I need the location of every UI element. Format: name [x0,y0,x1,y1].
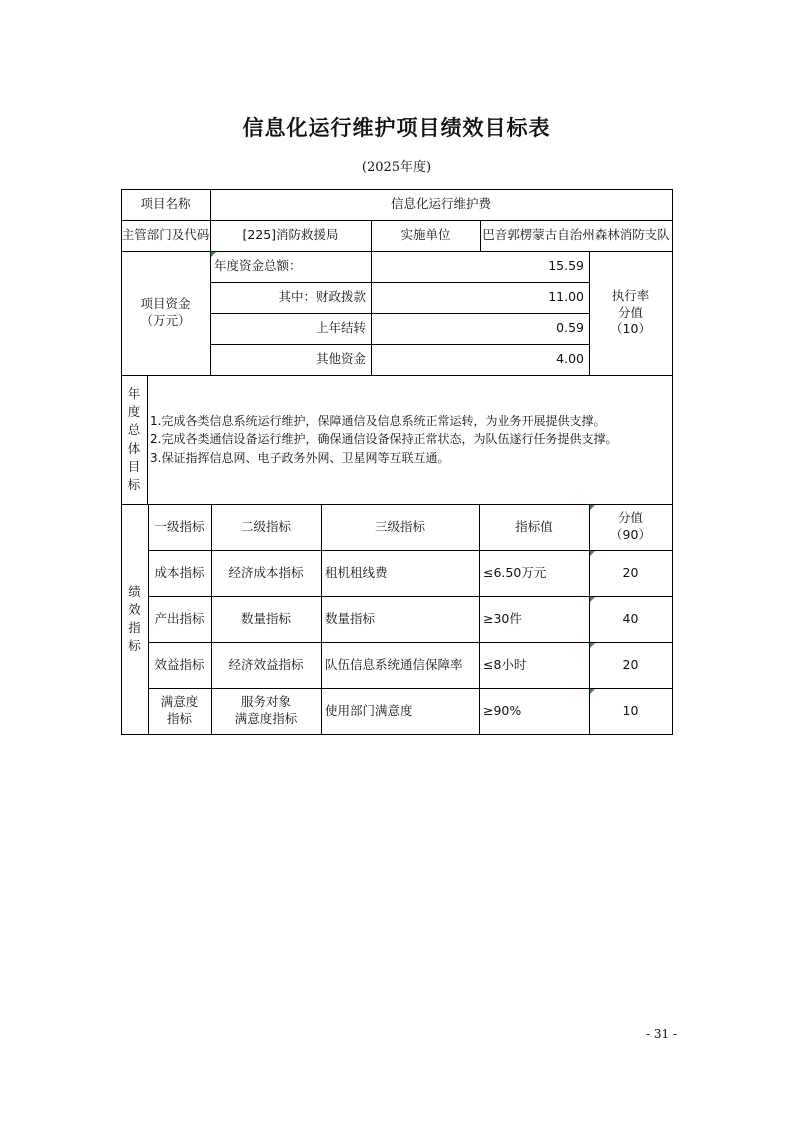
funds-total-label: 年度资金总额： [214,258,302,274]
goals-label-char: 度 [127,404,141,420]
header-level2: 二级指标 [240,518,291,534]
performance-label [121,504,148,734]
table-divider [210,313,589,314]
funds-fiscal-label: 其中：财政拨款 [278,289,366,305]
table-divider [148,504,149,734]
performance-label-char: 标 [128,638,141,654]
indicator-level2: 数量指标 [240,610,291,626]
indicator-level2: 经济效益指标 [228,656,304,672]
project-name-value: 信息化运行维护费 [390,196,491,212]
indicator-level3: 数量指标 [325,610,376,626]
table-border [121,189,672,190]
goals-label [121,375,147,504]
table-divider [479,504,480,734]
funds-other-value: 4.00 [556,351,584,367]
funds-carryover-label: 上年结转 [315,320,366,336]
table-divider [147,375,148,504]
indicator-score: 20 [622,656,639,672]
table-divider [371,220,372,375]
cell-marker [590,505,595,510]
table-divider [210,189,211,375]
cell-marker [211,252,216,257]
header-score: 分值 （90） [610,510,651,542]
cell-marker [590,643,595,648]
table-border [121,734,672,735]
indicator-level1: 产出指标 [154,610,205,626]
header-level1: 一级指标 [154,518,205,534]
indicator-target: ≤8小时 [483,656,527,672]
indicator-target: ≤6.50万元 [483,564,547,580]
header-target: 指标值 [515,518,553,534]
goals-label-char: 总 [127,422,141,438]
funds-carryover-value: 0.59 [556,320,584,336]
table-border [672,189,673,735]
impl-unit-value: 巴音郭楞蒙古自治州森林消防支队 [482,227,670,243]
indicator-level2: 经济成本指标 [228,564,304,580]
funds-other-label: 其他资金 [315,351,366,367]
indicator-level3: 队伍信息系统通信保障率 [325,656,463,672]
goals-label-char: 年 [127,386,141,402]
table-divider [589,504,590,734]
page-number: - 31 - [646,1027,678,1041]
indicator-score: 20 [622,564,639,580]
table-divider [121,220,672,221]
table-divider [211,504,212,734]
funds-label [121,251,210,375]
indicator-level3: 使用部门满意度 [325,702,413,718]
indicator-level2: 服务对象 满意度指标 [234,694,298,726]
table-divider [210,344,589,345]
indicator-level1: 成本指标 [154,564,205,580]
dept-value: [225]消防救援局 [242,227,339,243]
table-divider [210,282,589,283]
page-subtitle: (2025年度) [361,160,432,175]
indicator-level1: 效益指标 [154,656,205,672]
table-border [121,189,122,735]
table-divider [321,504,322,734]
indicator-score: 10 [622,702,639,718]
cell-marker [590,689,595,694]
funds-fiscal-value: 11.00 [548,289,584,305]
exec-rate-score: 执行率 分值 （10） [610,287,651,337]
indicator-score: 40 [622,610,639,626]
table-divider [589,251,590,375]
page-title: 信息化运行维护项目绩效目标表 [242,116,551,140]
goals-text: 1.完成各类信息系统运行维护，保障通信及信息系统正常运转，为业务开展提供支撑。 2.完成各类通信设备运行维护，确保通信设备保持正常状态，为队伍遂行任务提供支撑。 3.保证指挥信息网、电子政务外网、卫星网等互联互通。 [150,413,618,465]
performance-label-char: 绩 [128,583,141,599]
goals-label-char: 目 [127,458,141,474]
header-level3: 三级指标 [374,518,425,534]
project-name-label: 项目名称 [140,196,191,212]
funds-label-line1: 项目资金 [140,296,191,312]
dept-label: 主管部门及代码 [121,227,210,243]
indicator-level3: 租机租线费 [325,564,388,580]
indicator-level1: 满意度 指标 [160,694,199,726]
indicator-target: ≥30件 [483,610,522,626]
funds-label-line2: （万元） [140,313,191,328]
table-divider [121,375,672,376]
impl-unit-label: 实施单位 [400,227,451,243]
goals-label-char: 体 [127,440,141,456]
performance-label-char: 指 [128,620,141,635]
cell-marker [590,551,595,556]
funds-total-value: 15.59 [548,258,584,274]
performance-label-char: 效 [128,601,141,617]
table-divider [480,220,481,251]
cell-marker [590,597,595,602]
indicator-target: ≥90% [483,702,522,718]
goals-label-char: 标 [127,476,141,492]
